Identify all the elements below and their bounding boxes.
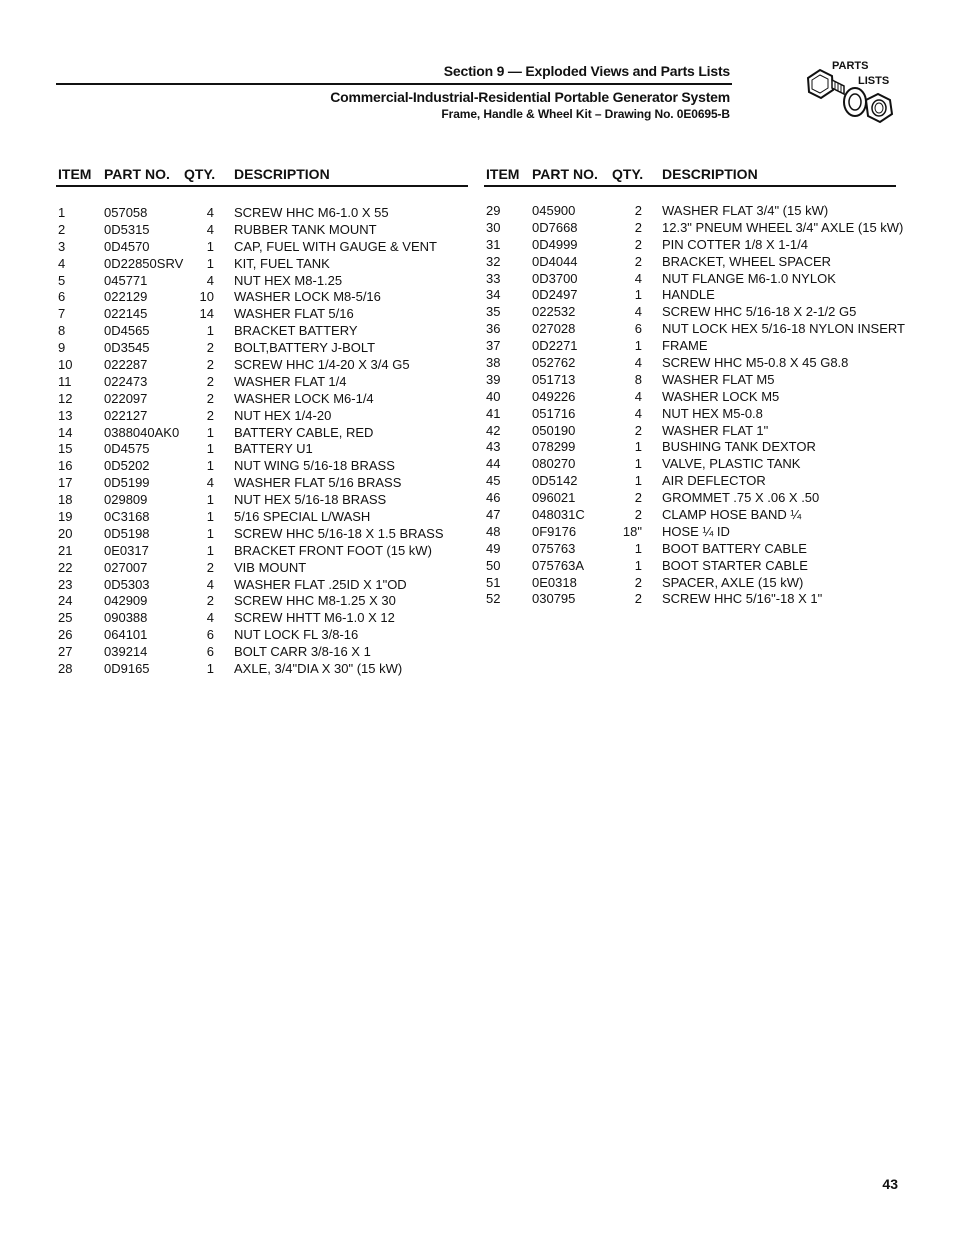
item-number: 22 <box>58 559 73 575</box>
table-row <box>56 204 468 221</box>
table-row <box>484 455 896 472</box>
item-number: 17 <box>58 475 73 491</box>
description: NUT FLANGE M6-1.0 NYLOK <box>662 270 836 286</box>
description: BRACKET BATTERY <box>234 323 358 339</box>
item-number: 1 <box>58 205 66 220</box>
item-number: 11 <box>58 373 72 389</box>
table-row <box>484 506 896 523</box>
description: VALVE, PLASTIC TANK <box>662 456 801 472</box>
quantity: 4 <box>206 272 214 288</box>
table-row <box>484 590 896 607</box>
part-number: 022145 <box>104 306 148 322</box>
part-number: 042909 <box>104 593 148 609</box>
item-number: 12 <box>58 390 73 406</box>
table-row <box>56 221 468 238</box>
quantity: 8 <box>634 371 642 387</box>
item-number: 30 <box>486 219 501 235</box>
description: SCREW HHC 5/16-18 X 1.5 BRASS <box>234 525 444 541</box>
quantity: 1 <box>634 473 642 489</box>
header-description: DESCRIPTION <box>662 166 758 182</box>
quantity: 2 <box>206 340 214 356</box>
item-number: 35 <box>486 304 501 320</box>
parts-table-left <box>56 166 468 677</box>
item-number: 29 <box>486 203 501 218</box>
table-row <box>484 422 896 439</box>
table-row <box>484 489 896 506</box>
item-number: 38 <box>486 355 501 371</box>
table-row <box>56 525 468 542</box>
table-row <box>56 390 468 407</box>
quantity: 2 <box>634 490 642 506</box>
part-number: 022532 <box>532 304 576 320</box>
quantity: 2 <box>634 219 642 235</box>
description: HANDLE <box>662 287 715 303</box>
item-number: 41 <box>486 405 501 421</box>
quantity: 2 <box>634 253 642 269</box>
part-number: 022127 <box>104 407 148 423</box>
quantity: 14 <box>199 306 214 322</box>
quantity: 18" <box>622 523 642 539</box>
logo-text-lists: LISTS <box>858 75 890 87</box>
quantity: 4 <box>634 388 642 404</box>
table-body-right <box>484 202 905 607</box>
table-row <box>484 574 896 591</box>
part-number: 0D5303 <box>104 576 150 592</box>
table-row <box>484 337 896 354</box>
table-row <box>56 272 468 289</box>
table-row <box>56 305 468 322</box>
quantity: 6 <box>206 627 214 643</box>
item-number: 39 <box>486 371 501 387</box>
table-row <box>484 371 896 388</box>
description: WASHER FLAT .25ID X 1"OD <box>234 576 407 592</box>
quantity: 4 <box>634 304 642 320</box>
table-row <box>484 438 896 455</box>
header-description: DESCRIPTION <box>234 166 330 182</box>
description: NUT LOCK HEX 5/16-18 NYLON INSERT <box>662 321 905 337</box>
quantity: 1 <box>206 255 214 271</box>
item-number: 36 <box>486 321 501 337</box>
table-row <box>484 354 896 371</box>
description: 12.3" PNEUM WHEEL 3/4" AXLE (15 kW) <box>662 219 904 235</box>
part-number: 027007 <box>104 559 148 575</box>
part-number: 022287 <box>104 357 148 373</box>
part-number: 057058 <box>104 205 148 220</box>
item-number: 47 <box>486 507 501 523</box>
table-row <box>56 288 468 305</box>
part-number: 0F9176 <box>532 523 577 539</box>
quantity: 2 <box>206 593 214 609</box>
part-number: 0D3700 <box>532 270 578 286</box>
quantity: 2 <box>634 422 642 438</box>
description: RUBBER TANK MOUNT <box>234 221 377 237</box>
quantity: 1 <box>206 525 214 541</box>
part-number: 0D2271 <box>532 338 578 354</box>
description: GROMMET .75 X .06 X .50 <box>662 490 820 506</box>
quantity: 1 <box>634 287 642 303</box>
table-row <box>56 322 468 339</box>
item-number: 44 <box>486 456 501 472</box>
description: VIB MOUNT <box>234 559 307 575</box>
part-number: 0D2497 <box>532 287 578 303</box>
item-number: 25 <box>58 610 73 626</box>
quantity: 1 <box>206 509 214 525</box>
table-row <box>56 339 468 356</box>
description: WASHER FLAT 1" <box>662 422 769 438</box>
description: NUT WING 5/16-18 BRASS <box>234 458 395 474</box>
part-number: 0E0318 <box>532 574 577 590</box>
part-number: 039214 <box>104 644 148 660</box>
item-number: 49 <box>486 540 501 556</box>
header-part-no: PART NO. <box>104 166 170 182</box>
quantity: 1 <box>634 456 642 472</box>
quantity: 4 <box>206 205 214 220</box>
quantity: 1 <box>634 439 642 455</box>
table-row <box>56 660 468 677</box>
quantity: 6 <box>634 321 642 337</box>
part-number: 0D7668 <box>532 219 578 235</box>
item-number: 45 <box>486 473 501 489</box>
quantity: 4 <box>634 405 642 421</box>
quantity: 1 <box>206 492 214 508</box>
quantity: 2 <box>634 574 642 590</box>
part-number: 080270 <box>532 456 576 472</box>
header-rule <box>56 83 732 85</box>
description: WASHER LOCK M6-1/4 <box>234 390 374 406</box>
part-number: 045900 <box>532 203 576 218</box>
description: WASHER LOCK M8-5/16 <box>234 289 381 305</box>
quantity: 2 <box>206 373 214 389</box>
part-number: 090388 <box>104 610 148 626</box>
quantity: 1 <box>634 338 642 354</box>
description: WASHER FLAT M5 <box>662 371 775 387</box>
part-number: 048031C <box>532 507 585 523</box>
quantity: 4 <box>206 475 214 491</box>
table-row <box>484 472 896 489</box>
part-number: 0D4044 <box>532 253 578 269</box>
description: BUSHING TANK DEXTOR <box>662 439 816 455</box>
description: BRACKET, WHEEL SPACER <box>662 253 832 269</box>
description: SCREW HHTT M6-1.0 X 12 <box>234 610 395 626</box>
description: WASHER FLAT 5/16 BRASS <box>234 475 402 491</box>
item-number: 32 <box>486 253 501 269</box>
item-number: 16 <box>58 458 73 474</box>
description: BATTERY U1 <box>234 441 313 457</box>
quantity: 2 <box>634 507 642 523</box>
table-row <box>56 592 468 609</box>
part-number: 096021 <box>532 490 576 506</box>
part-number: 0D22850SRV <box>104 255 184 271</box>
part-number: 022129 <box>104 289 148 305</box>
part-number: 050190 <box>532 422 576 438</box>
header-qty: QTY. <box>612 166 644 182</box>
quantity: 2 <box>634 236 642 252</box>
quantity: 1 <box>206 424 214 440</box>
item-number: 7 <box>58 306 66 322</box>
item-number: 33 <box>486 270 501 286</box>
item-number: 24 <box>58 593 73 609</box>
item-number: 6 <box>58 289 66 305</box>
table-row <box>56 643 468 660</box>
table-row <box>56 407 468 424</box>
part-number: 051713 <box>532 371 576 387</box>
item-number: 26 <box>58 627 73 643</box>
table-row <box>484 270 896 287</box>
description: BOOT BATTERY CABLE <box>662 540 807 556</box>
part-number: 0D5198 <box>104 525 150 541</box>
item-number: 10 <box>58 357 73 373</box>
item-number: 13 <box>58 407 73 423</box>
description: SCREW HHC 1/4-20 X 3/4 G5 <box>234 357 410 373</box>
part-number: 0D4999 <box>532 236 578 252</box>
page-header <box>330 62 730 122</box>
table-row <box>56 373 468 390</box>
quantity: 1 <box>634 540 642 556</box>
table-row <box>56 609 468 626</box>
table-row <box>484 388 896 405</box>
header-item: ITEM <box>58 166 92 182</box>
description: AXLE, 3/4"DIA X 30" (15 kW) <box>234 661 403 677</box>
header-part-no: PART NO. <box>532 166 598 182</box>
part-number: 0D5202 <box>104 458 150 474</box>
quantity: 1 <box>206 661 214 677</box>
logo-text-parts: PARTS <box>832 60 869 72</box>
table-row <box>484 320 905 337</box>
part-number: 029809 <box>104 492 148 508</box>
description: BOLT,BATTERY J-BOLT <box>234 340 376 356</box>
part-number: 022097 <box>104 390 148 406</box>
description: AIR DEFLECTOR <box>662 473 766 489</box>
table-row <box>56 542 468 559</box>
description: FRAME <box>662 338 708 354</box>
system-title: Commercial-Industrial-Residential Portable Generator System <box>330 89 730 105</box>
description: BRACKET FRONT FOOT (15 kW) <box>234 542 432 558</box>
quantity: 2 <box>206 390 214 406</box>
description: SCREW HHC M8-1.25 X 30 <box>234 593 396 609</box>
part-number: 022473 <box>104 373 148 389</box>
part-number: 051716 <box>532 405 576 421</box>
quantity: 2 <box>634 203 642 218</box>
part-number: 0C3168 <box>104 509 150 525</box>
part-number: 027028 <box>532 321 576 337</box>
item-number: 46 <box>486 490 501 506</box>
quantity: 10 <box>199 289 214 305</box>
description: PIN COTTER 1/8 X 1-1/4 <box>662 236 808 252</box>
part-number: 075763A <box>532 557 585 573</box>
item-number: 15 <box>58 441 73 457</box>
table-row <box>56 576 468 593</box>
part-number: 0D4575 <box>104 441 150 457</box>
item-number: 21 <box>58 542 73 558</box>
item-number: 28 <box>58 661 73 677</box>
description: WASHER LOCK M5 <box>662 388 780 404</box>
part-number: 0388040AK0 <box>104 424 180 440</box>
quantity: 1 <box>206 323 214 339</box>
item-number: 19 <box>58 509 73 525</box>
quantity: 4 <box>206 576 214 592</box>
table-row <box>484 523 896 540</box>
quantity: 1 <box>206 441 214 457</box>
item-number: 37 <box>486 338 501 354</box>
description: SPACER, AXLE (15 kW) <box>662 574 804 590</box>
description: SCREW HHC 5/16-18 X 2-1/2 G5 <box>662 304 857 320</box>
header-qty: QTY. <box>184 166 216 182</box>
item-number: 23 <box>58 576 73 592</box>
part-number: 045771 <box>104 272 148 288</box>
table-row <box>56 356 468 373</box>
table-row <box>56 424 468 441</box>
table-row <box>484 540 896 557</box>
quantity: 1 <box>206 458 214 474</box>
table-row <box>56 474 468 491</box>
description: NUT HEX 1/4-20 <box>234 407 332 423</box>
table-body-left <box>56 204 468 677</box>
quantity: 4 <box>206 610 214 626</box>
part-number: 0D4565 <box>104 323 150 339</box>
description: NUT HEX M5-0.8 <box>662 405 763 421</box>
item-number: 51 <box>486 574 501 590</box>
table-row <box>56 457 468 474</box>
item-number: 48 <box>486 523 501 539</box>
bolt-nut-washer-icon <box>800 56 900 132</box>
table-row <box>484 303 896 320</box>
item-number: 31 <box>486 236 501 252</box>
table-row <box>56 508 468 525</box>
part-number: 030795 <box>532 591 576 607</box>
description: SCREW HHC M5-0.8 X 45 G8.8 <box>662 355 849 371</box>
table-row <box>56 440 468 457</box>
description: SCREW HHC M6-1.0 X 55 <box>234 205 389 220</box>
table-header <box>484 166 896 187</box>
table-row <box>56 255 468 272</box>
item-number: 50 <box>486 557 501 573</box>
quantity: 1 <box>634 557 642 573</box>
table-header <box>56 166 468 187</box>
table-row <box>484 557 896 574</box>
parts-table-right <box>484 166 905 607</box>
description: WASHER FLAT 5/16 <box>234 306 354 322</box>
quantity: 6 <box>206 644 214 660</box>
part-number: 049226 <box>532 388 576 404</box>
part-number: 0E0317 <box>104 542 149 558</box>
item-number: 18 <box>58 492 73 508</box>
part-number: 052762 <box>532 355 576 371</box>
description: SCREW HHC 5/16"-18 X 1" <box>662 591 823 607</box>
quantity: 1 <box>206 238 214 254</box>
quantity: 4 <box>206 221 214 237</box>
item-number: 52 <box>486 591 501 607</box>
quantity: 2 <box>206 559 214 575</box>
part-number: 0D4570 <box>104 238 150 254</box>
quantity: 4 <box>634 355 642 371</box>
table-row <box>484 202 896 219</box>
description: CAP, FUEL WITH GAUGE & VENT <box>234 238 437 254</box>
part-number: 0D9165 <box>104 661 150 677</box>
item-number: 5 <box>58 272 66 288</box>
item-number: 14 <box>58 424 73 440</box>
part-number: 0D5199 <box>104 475 150 491</box>
item-number: 9 <box>58 340 66 356</box>
item-number: 40 <box>486 388 501 404</box>
part-number: 075763 <box>532 540 576 556</box>
page-number: 43 <box>882 1176 898 1192</box>
description: CLAMP HOSE BAND ¼ <box>662 507 802 523</box>
part-number: 0D5315 <box>104 221 150 237</box>
section-title: Section 9 — Exploded Views and Parts Lists <box>443 63 730 79</box>
drawing-title: Frame, Handle & Wheel Kit – Drawing No. 0E0695-B <box>441 107 730 121</box>
table-row <box>484 253 896 270</box>
table-row <box>484 286 896 303</box>
part-number: 078299 <box>532 439 576 455</box>
item-number: 8 <box>58 323 66 339</box>
table-row <box>56 559 468 576</box>
quantity: 2 <box>206 407 214 423</box>
table-row <box>56 626 468 643</box>
item-number: 34 <box>486 287 501 303</box>
table-row <box>484 219 904 236</box>
item-number: 43 <box>486 439 501 455</box>
item-number: 2 <box>58 221 66 237</box>
quantity: 1 <box>206 542 214 558</box>
description: BOLT CARR 3/8-16 X 1 <box>234 644 371 660</box>
description: 5/16 SPECIAL L/WASH <box>234 509 371 525</box>
table-row <box>484 405 896 422</box>
description: BATTERY CABLE, RED <box>234 424 374 440</box>
table-row <box>56 491 468 508</box>
description: NUT HEX 5/16-18 BRASS <box>234 492 387 508</box>
part-number: 0D3545 <box>104 340 150 356</box>
part-number: 064101 <box>104 627 148 643</box>
description: NUT HEX M8-1.25 <box>234 272 343 288</box>
quantity: 2 <box>634 591 642 607</box>
quantity: 4 <box>634 270 642 286</box>
item-number: 27 <box>58 644 73 660</box>
description: NUT LOCK FL 3/8-16 <box>234 627 359 643</box>
table-row <box>56 238 468 255</box>
description: BOOT STARTER CABLE <box>662 557 808 573</box>
item-number: 20 <box>58 525 73 541</box>
description: WASHER FLAT 1/4 <box>234 373 347 389</box>
part-number: 0D5142 <box>532 473 578 489</box>
quantity: 2 <box>206 357 214 373</box>
item-number: 3 <box>58 238 66 254</box>
table-row <box>484 236 896 253</box>
header-item: ITEM <box>486 166 520 182</box>
item-number: 42 <box>486 422 501 438</box>
description: HOSE ¼ ID <box>662 523 730 539</box>
description: KIT, FUEL TANK <box>234 255 330 271</box>
item-number: 4 <box>58 255 66 271</box>
description: WASHER FLAT 3/4" (15 kW) <box>662 203 829 218</box>
